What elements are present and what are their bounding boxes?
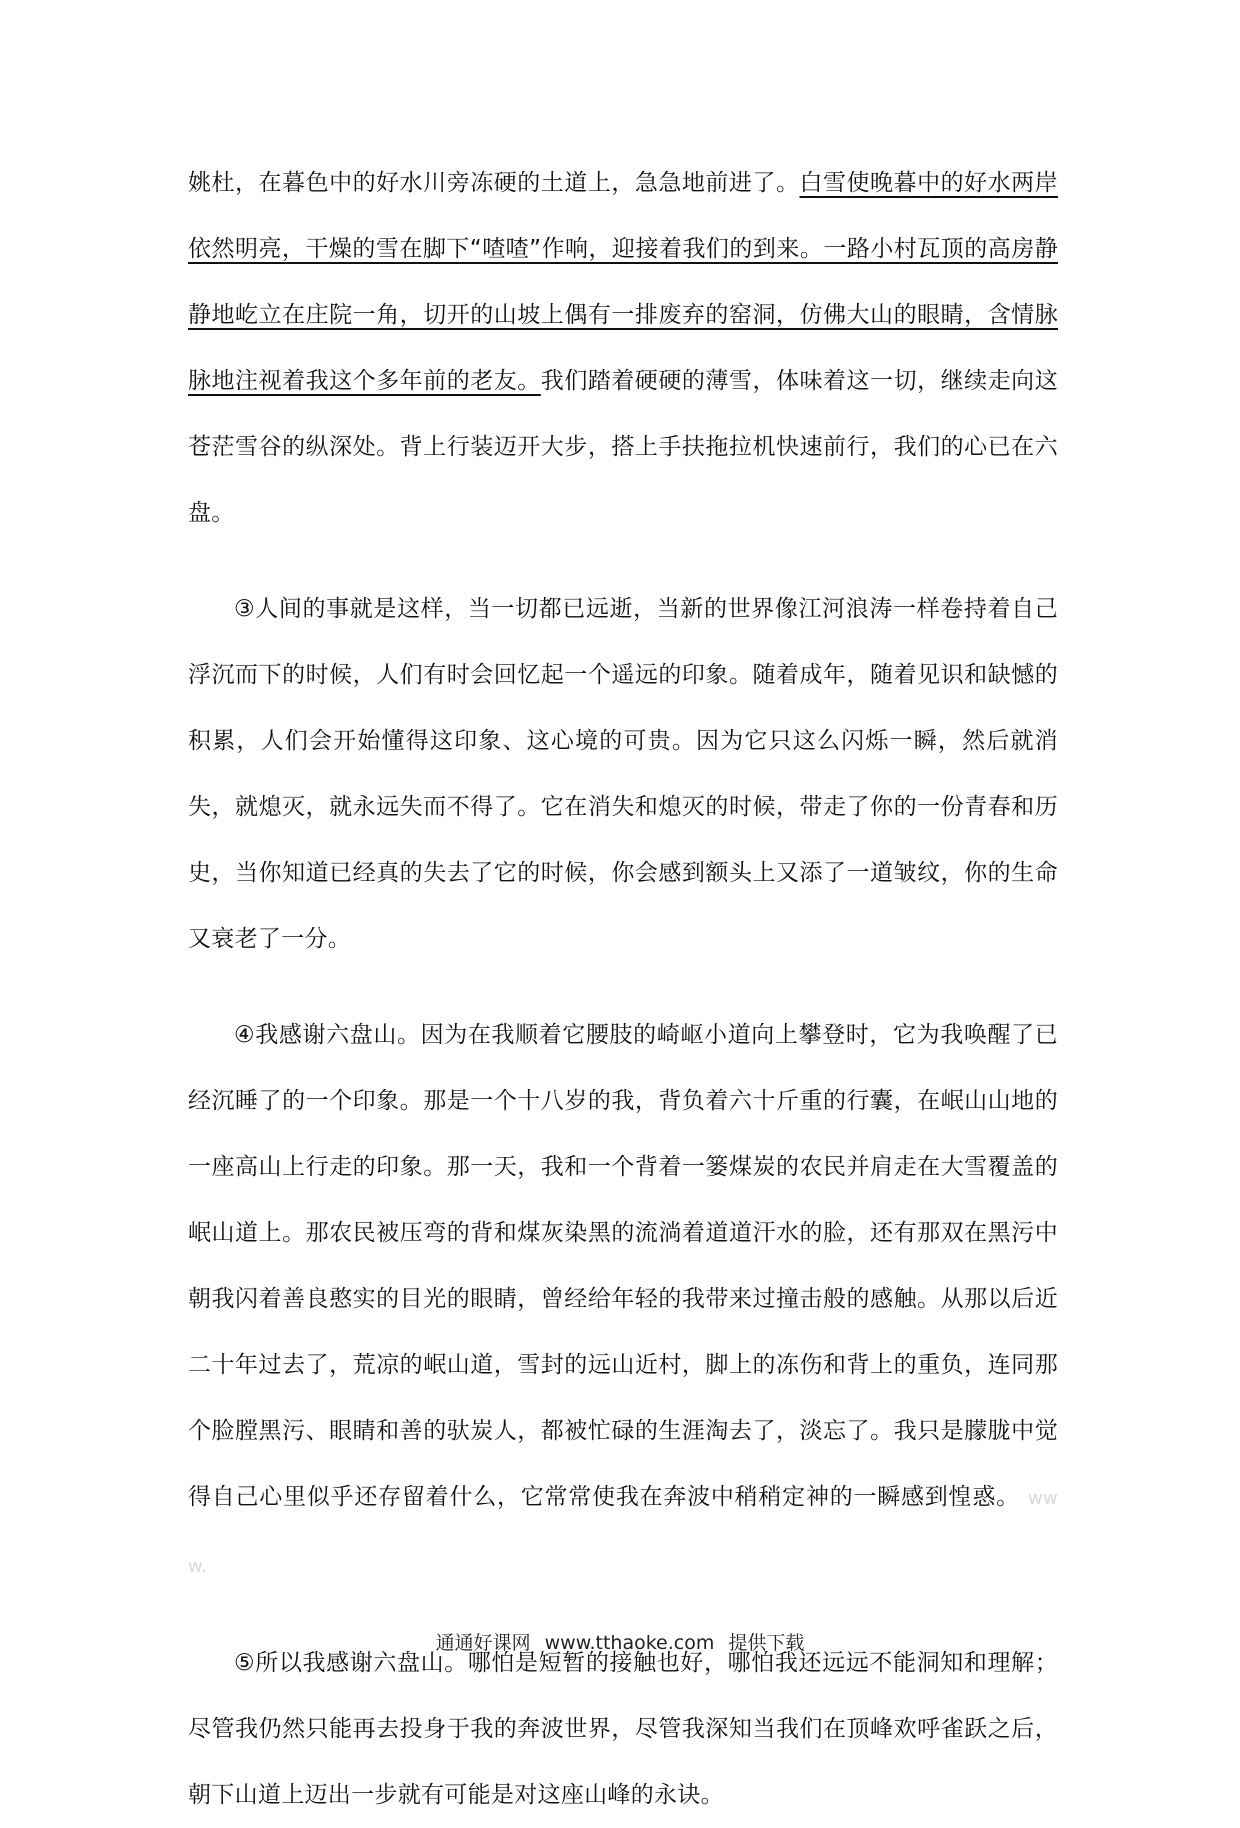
- paragraph-2-continued: [188, 150, 1058, 546]
- paragraph-text: 姚杜，在暮色中的好水川旁冻硬的土道上，急急地前进了。: [188, 170, 800, 196]
- footer-site-name: 通通好课网: [435, 1632, 531, 1654]
- paragraph-text: ③人间的事就是这样，当一切都已远逝，当新的世界像江河浪涛一样卷持着自己浮沉而下的时候，人们有时会回忆起一个遥远的印象。随着成年，随着见识和缺憾的积累，人们会开始懂得这印象、这心境的可贵。因为它只这么闪烁一瞬，然后就消失，就熄灭，就永远失而不得了。它在消失和熄灭的时候，带走了你的一份青春和历史，当你知道已经真的失去了它的时候，你会感到额头上又添了一道皱纹，你的生命又衰老了一分。: [188, 596, 1058, 952]
- document-body: [188, 150, 1058, 1828]
- paragraph-text: ⑤所以我感谢六盘山。哪怕是短暂的接触也好，哪怕我还远远不能洞知和理解；尽管我仍然只能再去投身于我的奔波世界，尽管我深知当我们在顶峰欢呼雀跃之后，朝下山道上迈出一步就有可能是对这座山峰的永诀。: [188, 1650, 1058, 1808]
- paragraph-text: 我们踏着硬硬的薄雪，体味着这一切，继续走向这苍茫雪谷的纵深处。背上行装迈开大步，搭上手扶拖拉机快速前行，我们的心已在六盘。: [188, 368, 1058, 526]
- watermark-text: ww w.: [188, 1488, 1059, 1577]
- footer-url[interactable]: www.tthaoke.com: [544, 1632, 715, 1654]
- underlined-sentence: 白雪使晚暮中的好水两岸依然明亮，干燥的雪在脚下“喳喳”作响，迎接着我们的到来。一路小村瓦顶的高房静静地屹立在庄院一角，切开的山坡上偶有一排废弃的窑洞，仿佛大山的眼睛，含情脉脉地注视着我这个多年前的老友。: [188, 170, 1058, 394]
- paragraph-4: [188, 1002, 1058, 1600]
- paragraph-5: [188, 1630, 1058, 1828]
- page-footer: [0, 1628, 1240, 1655]
- paragraph-3: [188, 576, 1058, 972]
- paragraph-text: ④我感谢六盘山。因为在我顺着它腰肢的崎岖小道向上攀登时，它为我唤醒了已经沉睡了的一个印象。那是一个十八岁的我，背负着六十斤重的行囊，在岷山山地的一座高山上行走的印象。那一天，我和一个背着一篓煤炭的农民并肩走在大雪覆盖的岷山道上。那农民被压弯的背和煤灰染黑的流淌着道道汗水的脸，还有那双在黑污中朝我闪着善良憨实的目光的眼睛，曾经给年轻的我带来过撞击般的感触。从那以后近二十年过去了，荒凉的岷山道，雪封的远山近村，脚上的冻伤和背上的重负，连同那个脸膛黑污、眼睛和善的驮炭人，都被忙碌的生涯淘去了，淡忘了。我只是朦胧中觉得自己心里似乎还存留着什么，它常常使我在奔波中稍稍定神的一瞬感到惶惑。: [188, 1022, 1058, 1510]
- footer-suffix: 提供下载: [728, 1632, 805, 1654]
